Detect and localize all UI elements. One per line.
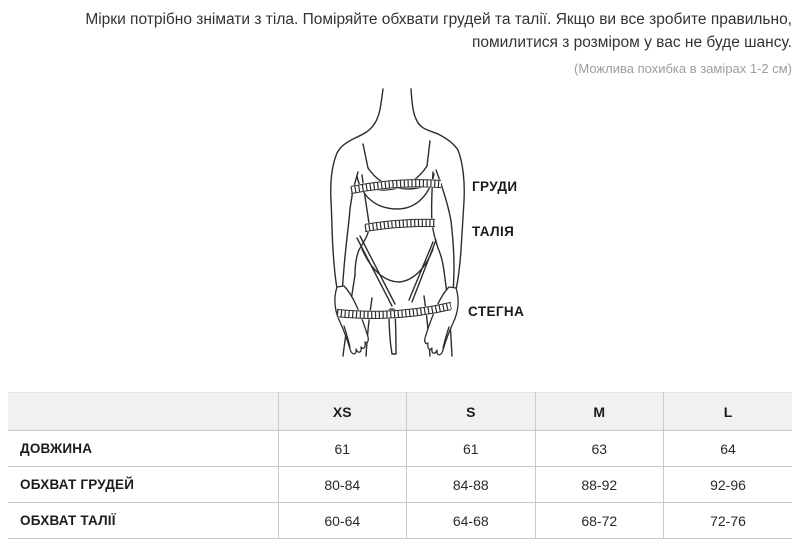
cell-value: 63 [535, 431, 664, 467]
table-row-length [8, 431, 792, 467]
cell-value: 64-68 [407, 503, 536, 539]
waist-tape [365, 219, 435, 231]
table-row-waist [8, 503, 792, 539]
table-row-chest [8, 467, 792, 503]
intro-text: Мірки потрібно знімати з тіла. Поміряйте обхвати грудей та талії. Якщо ви все зробите правильно, помилитися з розміром у вас не буде шансу. [85, 11, 792, 51]
cell-value: 68-72 [535, 503, 664, 539]
row-label: ОБХВАТ ТАЛІЇ [8, 503, 278, 539]
size-col-l: L [664, 393, 793, 431]
cell-value: 92-96 [664, 467, 793, 503]
size-col-s: S [407, 393, 536, 431]
body-measurement-diagram [300, 86, 525, 361]
size-table [8, 392, 792, 539]
cell-value: 64 [664, 431, 793, 467]
cell-value: 88-92 [535, 467, 664, 503]
cell-value: 61 [407, 431, 536, 467]
measurement-tolerance-note: (Можлива похибка в замірах 1-2 см) [574, 61, 792, 76]
waist-label: ТАЛІЯ [472, 224, 515, 239]
row-label: ДОВЖИНА [8, 431, 278, 467]
row-label: ОБХВАТ ГРУДЕЙ [8, 467, 278, 503]
hips-label: СТЕГНА [468, 304, 525, 319]
size-col-xs: XS [278, 393, 407, 431]
cell-value: 80-84 [278, 467, 407, 503]
size-table-corner-cell [8, 393, 278, 431]
size-col-m: M [535, 393, 664, 431]
cell-value: 60-64 [278, 503, 407, 539]
chest-label: ГРУДИ [472, 179, 518, 194]
size-table-header-row [8, 393, 792, 431]
cell-value: 61 [278, 431, 407, 467]
cell-value: 84-88 [407, 467, 536, 503]
cell-value: 72-76 [664, 503, 793, 539]
